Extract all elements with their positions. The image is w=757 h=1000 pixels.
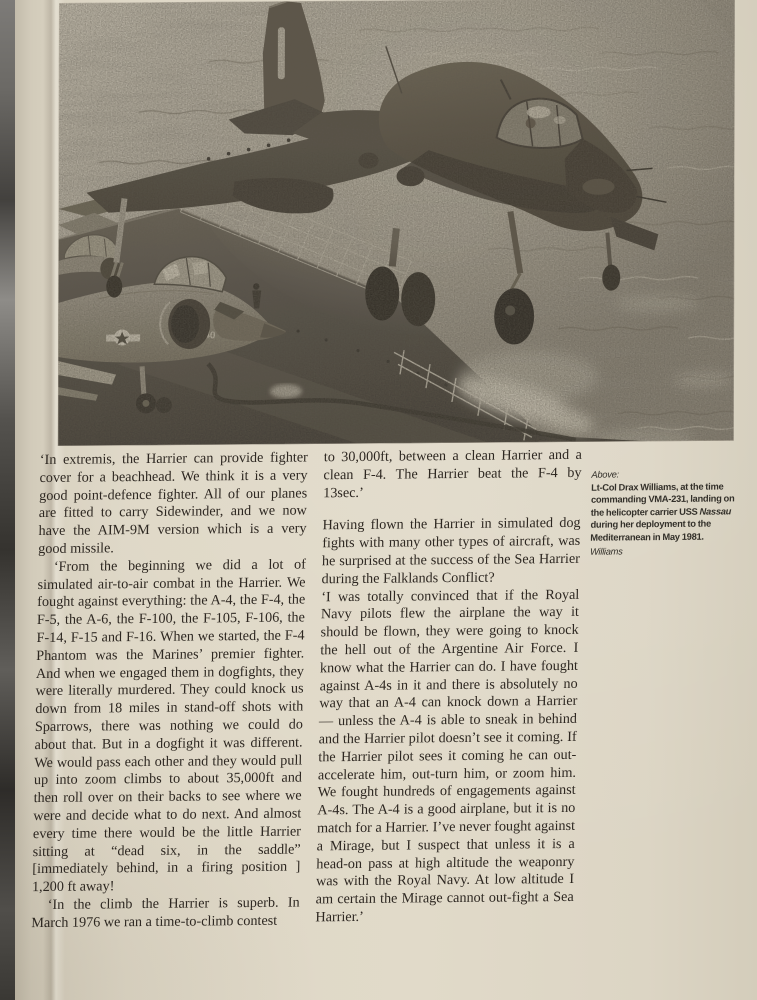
- caption-credit: Williams: [589, 545, 623, 557]
- text-column-left: [31, 449, 308, 932]
- caption-text: [590, 480, 743, 544]
- harrier-photo: [58, 0, 735, 446]
- text-column-right: [315, 447, 582, 927]
- book-page: [15, 0, 757, 1000]
- caption-position-label: Above:: [591, 469, 620, 480]
- paragraph: ‘From the beginning we did a lot of simulated air-to-air combat in the Harrier. We fought against everything: the A-4, the F-4, the F-5, the A-6, the F-100, the F-105, F-106, the F-14, F-15 and F-16. When we started, the F-4 Phantom was the Marines’ premier fighter. And when we engaged them in dogfights, they were literally murdered. They could knock us down from 18 miles in stand-off shots with Sparrows, there was nothing we could do about that. But in a dogfight it was different. We would pass each other and they would pull up into zoom climbs to about 35,000ft and then roll over on their backs to see where we were and decide what to do next. And almost every time there would be the little Harrier sitting at “dead six, in the saddle” [immediately behind, in a firing position ] 1,200 ft away!: [31, 556, 307, 896]
- interviewer-question: Having flown the Harrier in simulated dog fights with many other types of aircraft, was he surprised at the success of the Sea Harrier during the Falklands Conflict?: [321, 515, 581, 588]
- caption-text-part1: Lt-Col Drax Williams, at the time commanding VMA-231, landing on the helicopter carrier USS: [590, 481, 735, 518]
- photo-caption: [590, 467, 744, 558]
- adjacent-page-strip: [0, 0, 15, 1000]
- paragraph: ‘In the climb the Harrier is superb. In March 1976 we ran a time-to-climb contest: [31, 894, 300, 931]
- ship-name: Nassau: [699, 506, 732, 517]
- paragraph: ‘I was totally convinced that if the Royal Navy pilots flew the airplane the way it should be flown, they were going to knock the hell out of the Argentine Air Force. I know what the Harrier can do. I have fought against A-4s in it and there is absolutely no way that an A-4 can knock down a Harrier — unless the A-4 is able to sneak in behind and the Harrier pilot doesn’t see it coming. If the Harrier pilot sees it coming he can out-accelerate him, out-turn him, or zoom him. We fought hundreds of engagements against A-4s. The A-4 is a good airplane, but it is no match for a Harrier. I’ve never fought against a Mirage, but I suspect that unless it is a head-on pass at high altitude the weaponry was with the Royal Navy. At low altitude I am certain the Mirage cannot out-fight a Sea Harrier.’: [315, 586, 580, 926]
- paragraph: ‘In extremis, the Harrier can provide fighter cover for a beachhead. We think it is a very good point-defence fighter. All of our planes are fitted to carry Sidewinder, and we now have the AIM-9M version which is a very good missile.: [38, 449, 308, 558]
- caption-text-part2: during her deployment to the Mediterranean in May 1981.: [590, 518, 712, 543]
- page-text: [30, 445, 742, 992]
- paragraph: to 30,000ft, between a clean Harrier and a clean F-4. The Harrier beat the F-4 by 13sec.’: [323, 446, 582, 501]
